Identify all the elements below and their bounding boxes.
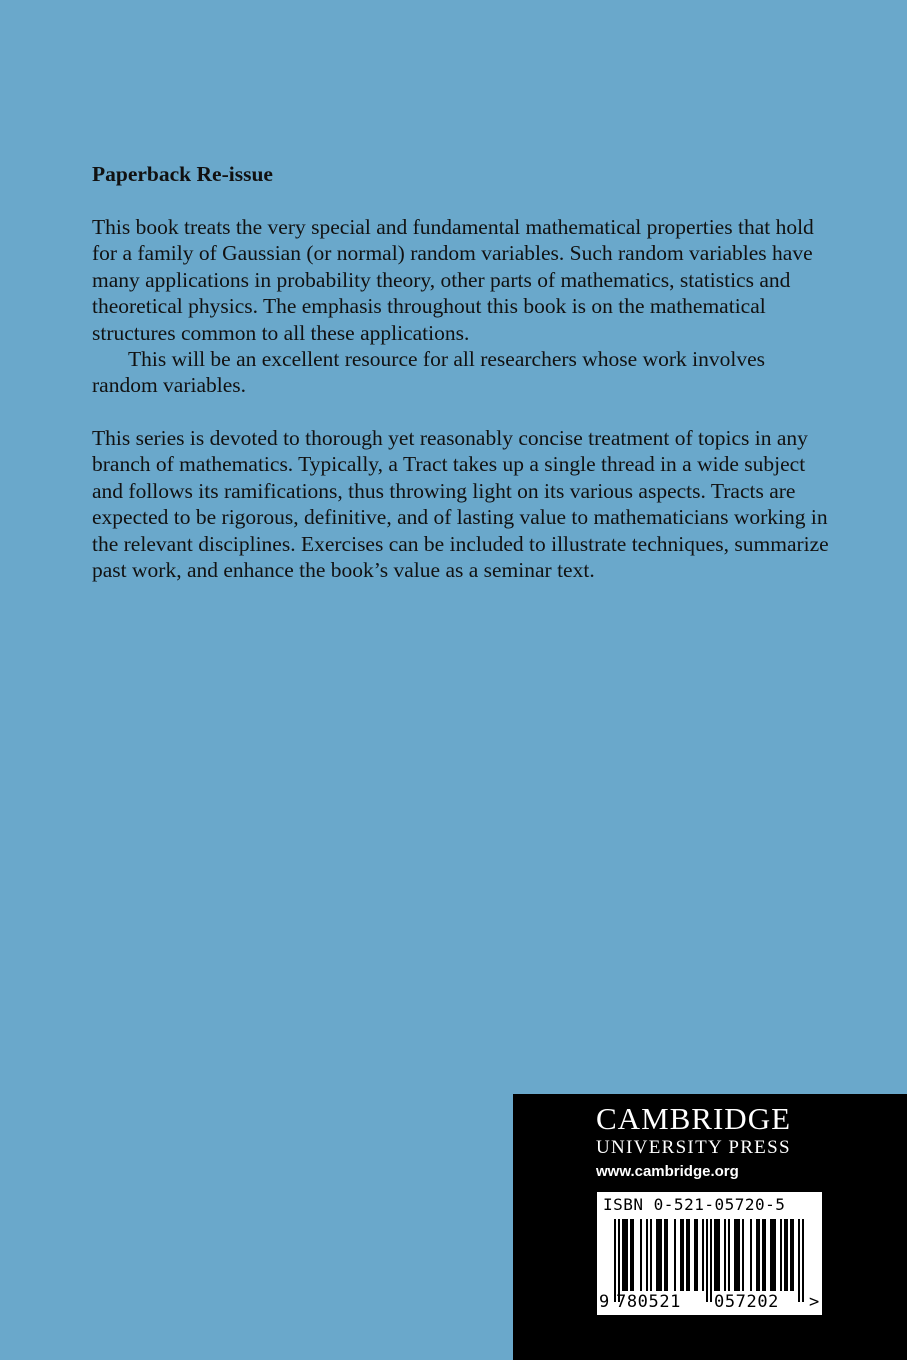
barcode-bar [770,1219,772,1291]
barcode-bar [640,1219,642,1291]
barcode-bar [724,1219,726,1291]
barcode-bar [624,1219,626,1291]
barcode-bar [714,1219,716,1291]
barcode-bar [784,1219,786,1291]
barcode-bar [696,1219,698,1291]
barcode-bar [780,1219,782,1291]
cover-heading: Paperback Re-issue [92,162,273,186]
barcode-bar [718,1219,720,1291]
barcode-bar [774,1219,776,1291]
barcode-bar [792,1219,794,1291]
description-paragraph [92,214,832,346]
barcode-bar [764,1219,766,1291]
barcode-bar [658,1219,660,1291]
barcode-bar [650,1219,652,1291]
barcode-bar [630,1219,632,1291]
barcode-digits-left: 780521 [616,1292,682,1312]
publisher-url: www.cambridge.org [596,1163,739,1180]
series-text: This series is devoted to thorough yet reasonably concise treatment of topics in any branch of mathematics. Typically, a Tract takes up a single thread in a wide subject and follows its ramifications, thus throwing light on its various aspects. Tracts are expected to be rigorous, definitive, and of lasting value to mathematicians working in the relevant disciplines. Exercises can be included to illustrate techniques, summarize past work, and enhance the book’s value as a seminar text. [92,426,829,583]
barcode-bar [772,1219,774,1291]
barcode-bar [622,1219,624,1291]
barcode-bar [710,1219,712,1302]
barcode-bar [656,1219,658,1291]
barcode-bar [756,1219,758,1291]
barcode-arrow: > [809,1292,820,1312]
publisher-logo-subname: UNIVERSITY PRESS [596,1137,791,1158]
barcode-bar [728,1219,730,1291]
barcode-bar [706,1219,708,1302]
barcode-bar [660,1219,662,1291]
barcode-bar [762,1219,764,1291]
barcode-bar [702,1219,704,1291]
barcode-bar [734,1219,736,1291]
isbn-label: ISBN 0-521-05720-5 [603,1195,786,1214]
barcode-bar [674,1219,676,1291]
barcode-bar [632,1219,634,1291]
barcode-bar [736,1219,738,1291]
publisher-logo-name: CAMBRIDGE [596,1101,792,1136]
audience-paragraph [92,346,832,399]
barcode-bar [716,1219,718,1291]
barcode-bar [614,1219,616,1302]
barcode-bar [618,1219,620,1302]
barcode-bar [786,1219,788,1291]
barcode-bar [742,1219,744,1291]
barcode-bar [694,1219,696,1291]
barcode-bar [802,1219,804,1302]
barcode-bar [798,1219,800,1302]
barcode-digits [597,1291,822,1313]
publisher-panel [513,1094,907,1360]
barcode-box [597,1192,822,1315]
barcode-bar [738,1219,740,1291]
barcode-bar [758,1219,760,1291]
barcode-bar [688,1219,690,1291]
barcode-bar [750,1219,752,1291]
barcode-bar [686,1219,688,1291]
barcode-bar [626,1219,628,1291]
barcode-bar [666,1219,668,1291]
barcode-bar [680,1219,682,1291]
barcode-bar [664,1219,666,1291]
barcode-bar [790,1219,792,1291]
audience-text: This will be an excellent resource for all researchers whose work involves random variables. [92,347,766,398]
barcode-digit-first: 9 [599,1292,610,1312]
barcode-bar [682,1219,684,1291]
description-text: This book treats the very special and fundamental mathematical properties that hold for a family of Gaussian (or normal) random variables. Such random variables have many applications in probability theory, other parts of mathematics, statistics and theoretical physics. The emphasis throughout this book is on the mathematical structures common to all these applications. [92,215,814,345]
series-paragraph [92,425,832,583]
barcode-bar [646,1219,648,1291]
barcode-digits-right: 057202 [714,1292,780,1312]
